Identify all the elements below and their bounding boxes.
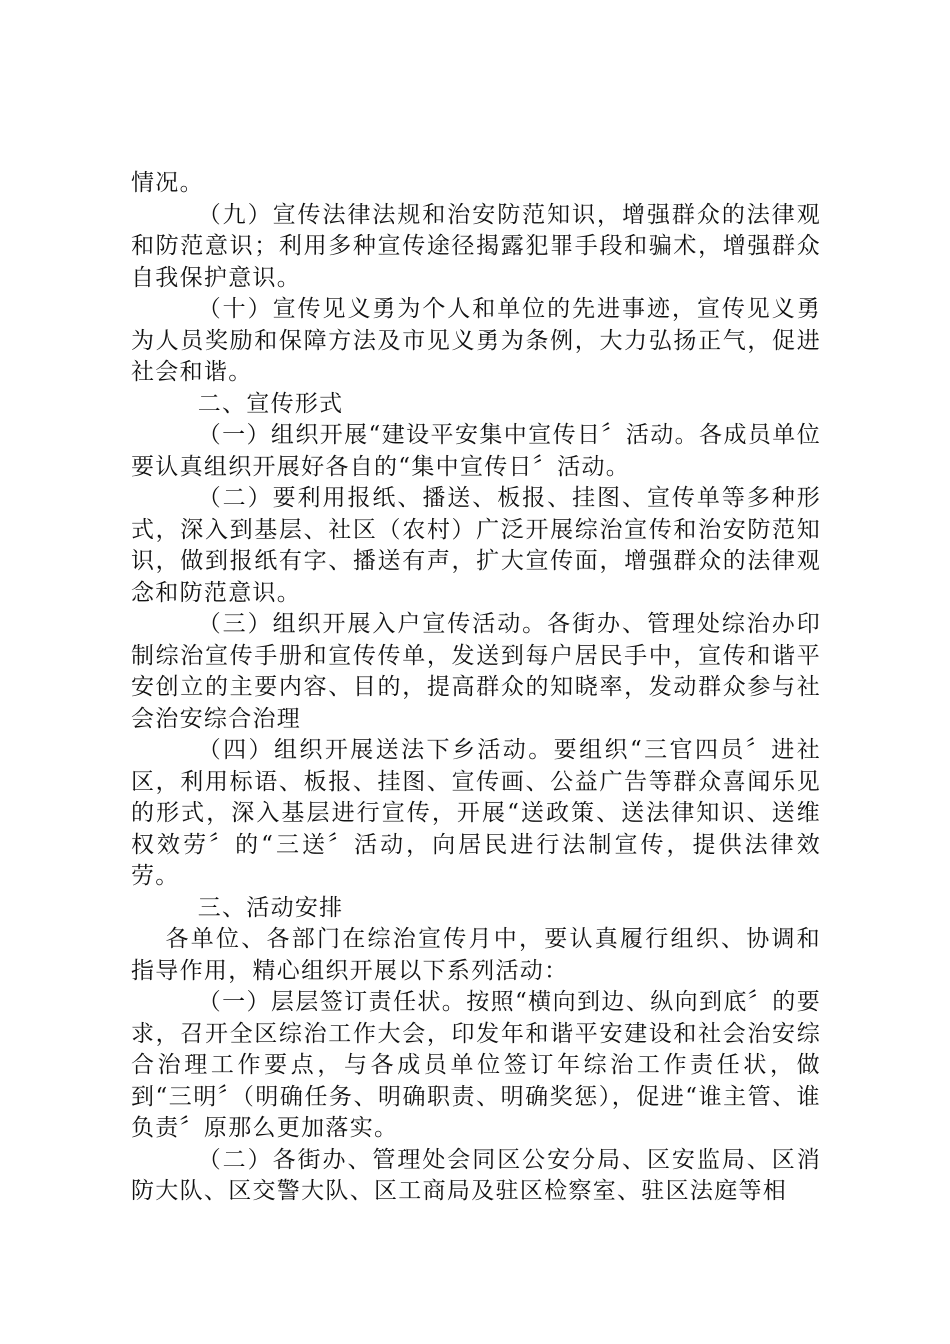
paragraph-item-10: （十）宣传见义勇为个人和单位的先进事迹，宣传见义勇为人员奖励和保障方法及市见义勇为条例，大力弘扬正气，促进社会和谐。 xyxy=(131,296,821,385)
paragraph-form-3: （三）组织开展入户宣传活动。各街办、管理处综治办印制综治宣传手册和宣传传单，发送到每户居民手中，宣传和谐平安创立的主要内容、目的，提高群众的知晓率，发动群众参与社会治安综合治理 xyxy=(131,611,821,732)
section-heading-2: 二、宣传形式 xyxy=(197,390,344,417)
paragraph-form-4: （四）组织开展送法下乡活动。要组织“三官四员〞进社区，利用标语、板报、挂图、宣传画、公益广告等群众喜闻乐见的形式，深入基层进行宣传，开展“送政策、送法律知识、送维权效劳〞的“三送〞活动，向居民进行法制宣传，提供法律效劳。 xyxy=(131,737,821,889)
paragraph-form-2: （二）要利用报纸、播送、板报、挂图、宣传单等多种形式，深入到基层、社区（农村）广泛开展综治宣传和治安防范知识，做到报纸有字、播送有声，扩大宣传面，增强群众的法律观念和防范意识。 xyxy=(131,485,821,606)
paragraph-continuation: 情况。 xyxy=(131,170,204,196)
section-heading-3: 三、活动安排 xyxy=(197,894,344,921)
paragraph-arrangement-2: （二）各街办、管理处会同区公安分局、区安监局、区消防大队、区交警大队、区工商局及驻区检察室、驻区法庭等相 xyxy=(131,1146,821,1204)
paragraph-arrangement-intro: 各单位、各部门在综治宣传月中，要认真履行组织、协调和指导作用，精心组织开展以下系列活动： xyxy=(131,926,821,984)
document-body xyxy=(131,168,821,1208)
paragraph-form-1: （一）组织开展“建设平安集中宣传日〞活动。各成员单位要认真组织开展好各自的“集中宣传日〞活动。 xyxy=(131,422,821,480)
paragraph-arrangement-1: （一）层层签订责任状。按照“横向到边、纵向到底〞的要求，召开全区综治工作大会，印发年和谐平安建设和社会治安综合治理工作要点，与各成员单位签订年综治工作责任状，做到“三明〞（明确任务、明确职责、明确奖惩），促进“谁主管、谁负责〞原那么更加落实。 xyxy=(131,989,821,1141)
paragraph-item-9: （九）宣传法律法规和治安防范知识，增强群众的法律观和防范意识；利用多种宣传途径揭露犯罪手段和骗术，增强群众自我保护意识。 xyxy=(131,201,821,291)
